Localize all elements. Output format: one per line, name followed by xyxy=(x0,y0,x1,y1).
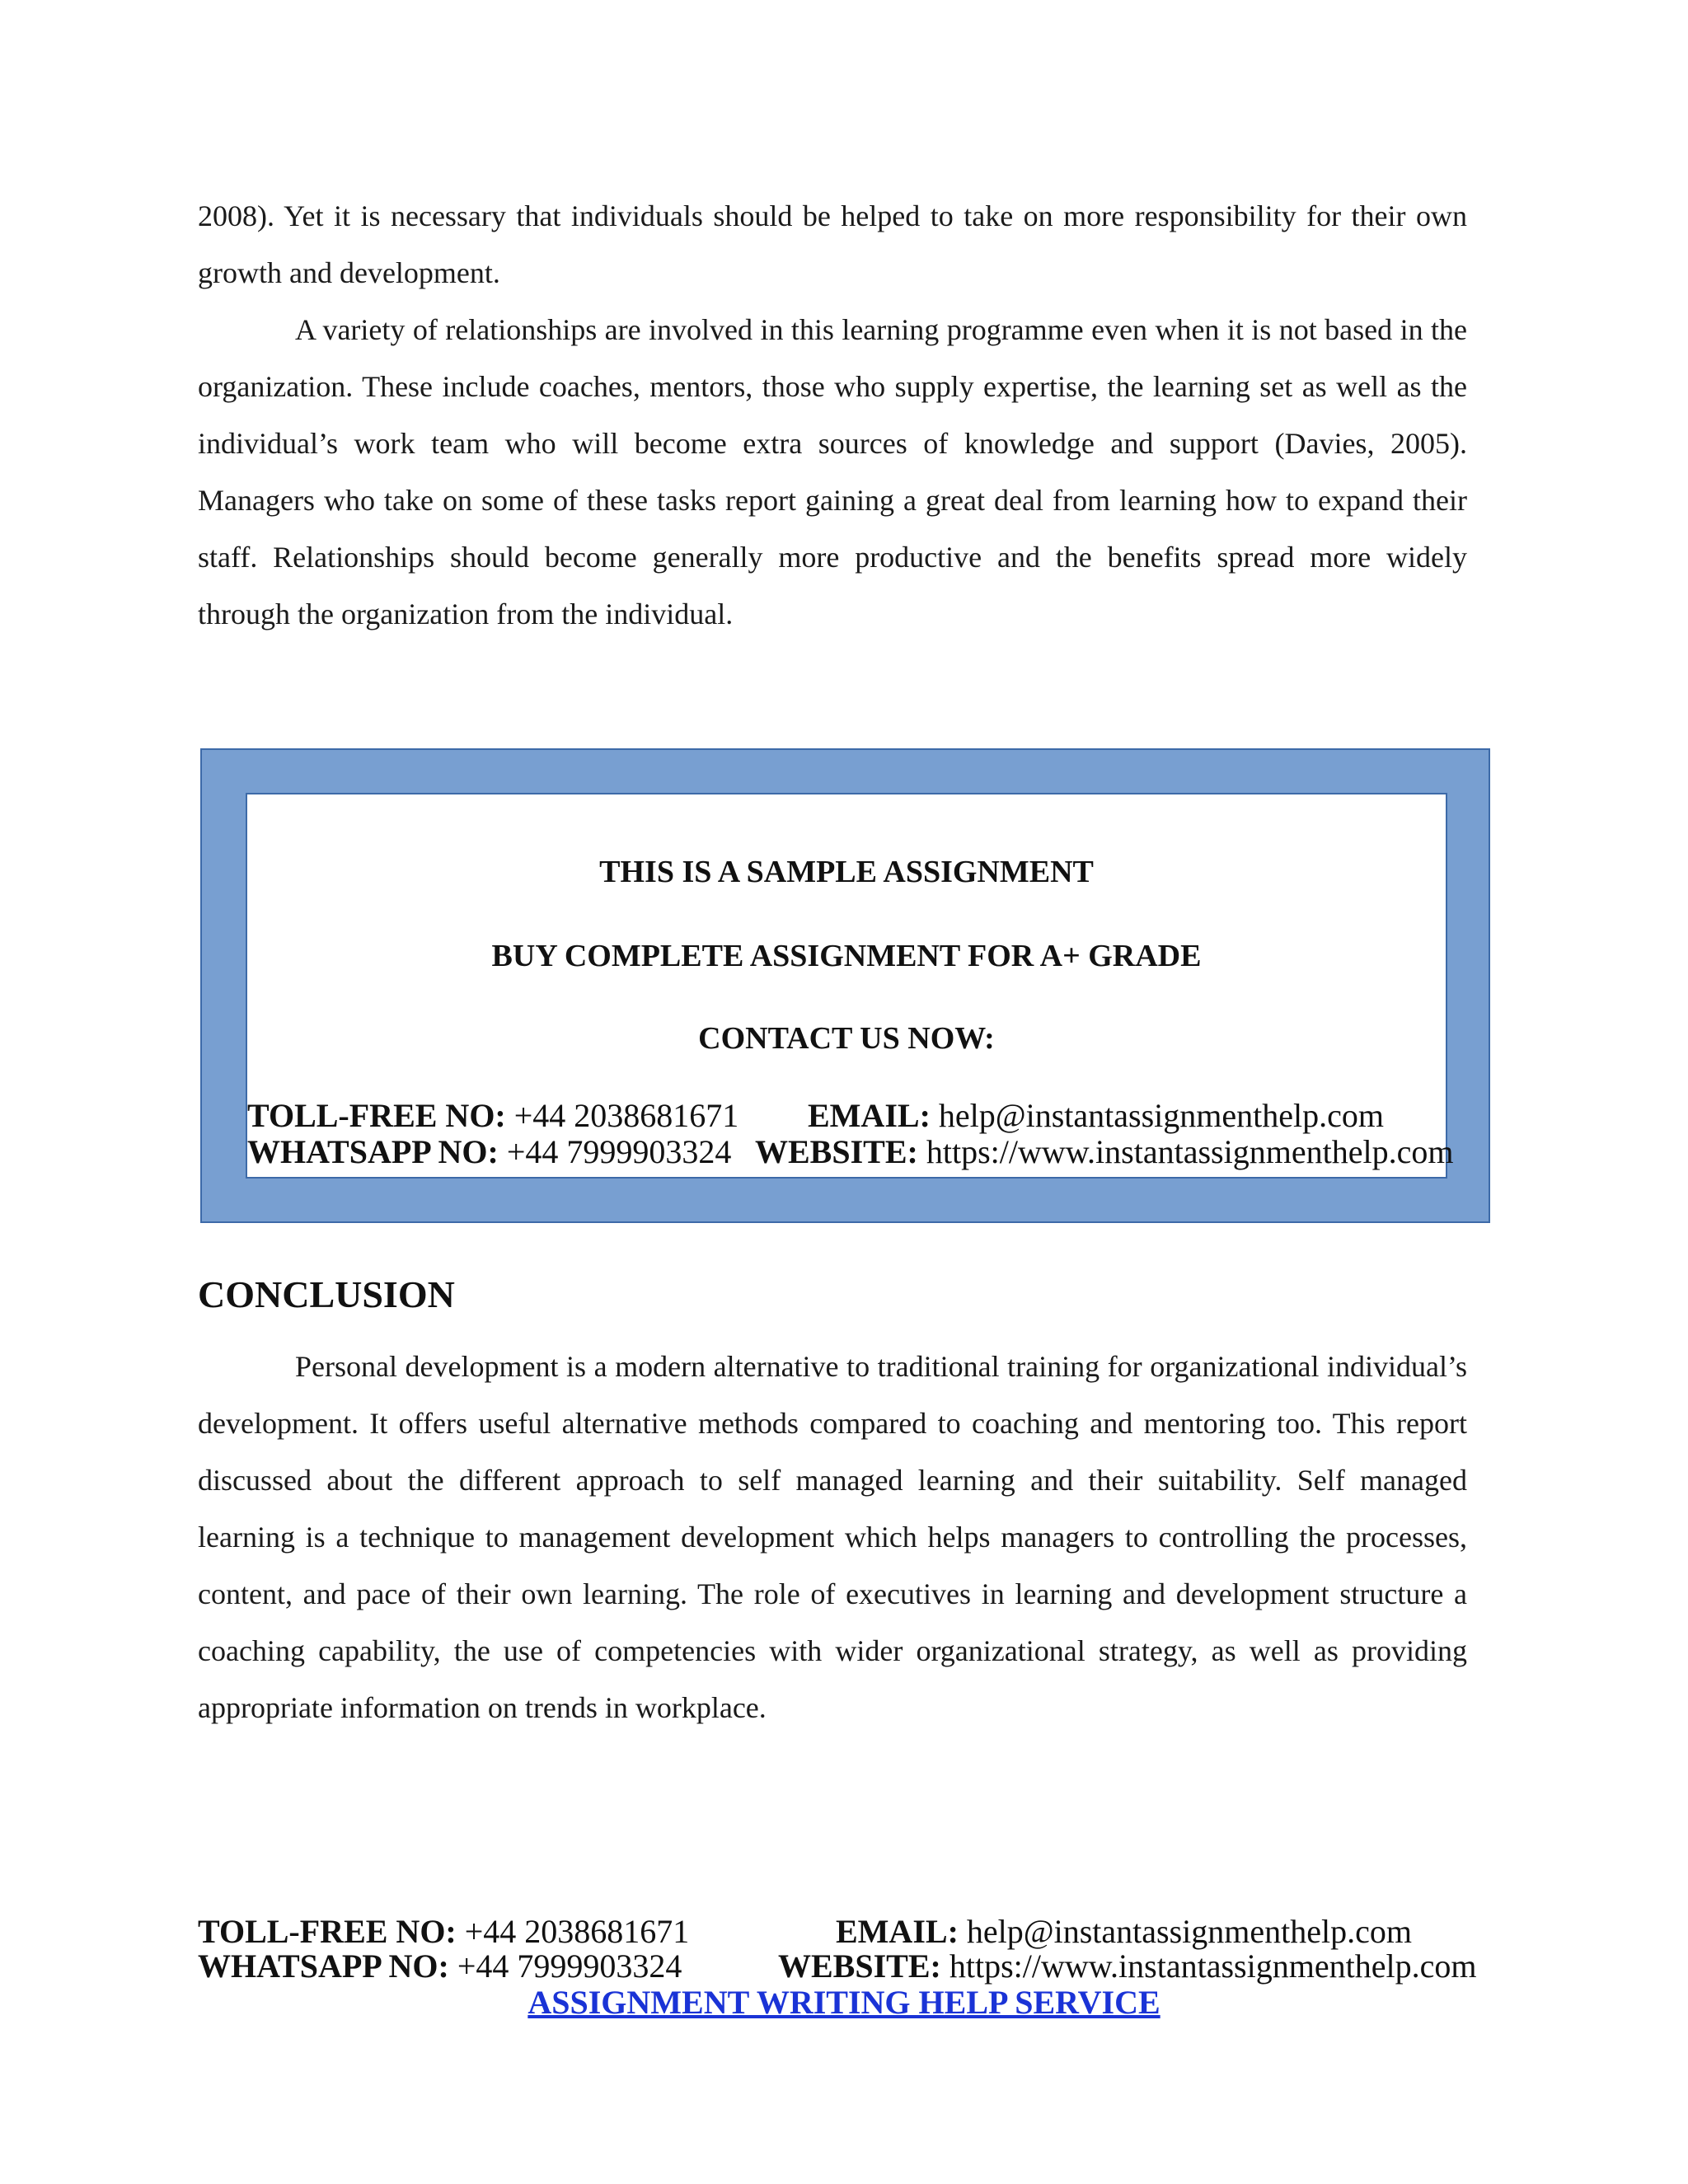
banner-whatsapp-value: +44 7999903324 xyxy=(506,1133,732,1170)
conclusion-heading: CONCLUSION xyxy=(198,1273,455,1315)
banner-whatsapp xyxy=(247,1132,731,1171)
footer-website xyxy=(778,1947,1476,1985)
footer-whatsapp-label: WHATSAPP NO: xyxy=(198,1947,449,1985)
footer-contact-row-1 xyxy=(198,1912,1484,1952)
footer-whatsapp-value: +44 7999903324 xyxy=(457,1947,682,1985)
footer-whatsapp xyxy=(198,1947,682,1985)
banner-email xyxy=(808,1096,1384,1135)
banner-email-label: EMAIL: xyxy=(808,1097,931,1134)
banner-tollfree-value: +44 2038681671 xyxy=(513,1097,739,1134)
body-paragraph-2 xyxy=(198,302,1467,643)
banner-tollfree-label: TOLL-FREE NO: xyxy=(247,1097,506,1134)
banner-email-link[interactable]: help@instantassignmenthelp.com xyxy=(938,1097,1384,1134)
banner-website xyxy=(755,1132,1453,1171)
conclusion-paragraph-text: Personal development is a modern alternative to traditional training for organizational individual’s development. It offers useful alternative methods compared to coaching and mentoring too. This report discussed about the different approach to self managed learning and their suitability. Self managed learning is a technique to management development which helps managers to controlling the processes, content, and pace of their own learning. The role of executives in learning and development structure a coaching capability, the use of competencies with wider organizational strategy, as well as providing appropriate information on trends in workplace. xyxy=(198,1350,1467,1724)
banner-title: THIS IS A SAMPLE ASSIGNMENT xyxy=(599,855,1094,889)
body-paragraph-2-text: A variety of relationships are involved in this learning programme even when it is not based in the organization. These include coaches, mentors, those who supply expertise, the learning set as well as the individual’s work team who will become extra sources of knowledge and support (Davies, 2005). Managers who take on some of these tasks report gaining a great deal from learning how to expand their staff. Relationships should become generally more productive and the benefits spread more widely through the organization from the individual. xyxy=(198,313,1467,630)
banner-subtitle: BUY COMPLETE ASSIGNMENT FOR A+ GRADE xyxy=(491,939,1202,973)
footer-email xyxy=(836,1912,1412,1951)
conclusion-paragraph xyxy=(198,1338,1467,1736)
footer-email-label: EMAIL: xyxy=(836,1913,959,1950)
footer-email-link[interactable]: help@instantassignmenthelp.com xyxy=(966,1913,1412,1950)
banner-contact-row-2 xyxy=(247,1132,1454,1172)
footer-tollfree-label: TOLL-FREE NO: xyxy=(198,1913,457,1950)
footer-contact-row-2 xyxy=(198,1947,1484,1986)
footer-tollfree xyxy=(198,1912,689,1951)
banner-contact-heading: CONTACT US NOW: xyxy=(698,1021,995,1056)
assignment-help-service-link[interactable]: ASSIGNMENT WRITING HELP SERVICE xyxy=(528,1984,1160,2021)
footer-tollfree-value: +44 2038681671 xyxy=(464,1913,690,1950)
banner-contact-row-1 xyxy=(247,1096,1446,1136)
banner-tollfree xyxy=(247,1096,738,1135)
footer-website-label: WEBSITE: xyxy=(778,1947,941,1985)
body-paragraph-1: 2008). Yet it is necessary that individuals should be helped to take on more responsibility for their own growth and development. xyxy=(198,199,1467,289)
banner-whatsapp-label: WHATSAPP NO: xyxy=(247,1133,499,1170)
banner-inner-box xyxy=(246,793,1454,1179)
banner-website-label: WEBSITE: xyxy=(755,1133,918,1170)
banner-website-link[interactable]: https://www.instantassignmenthelp.com xyxy=(926,1133,1454,1170)
sample-assignment-banner xyxy=(200,748,1490,1223)
footer-website-link[interactable]: https://www.instantassignmenthelp.com xyxy=(949,1947,1477,1985)
